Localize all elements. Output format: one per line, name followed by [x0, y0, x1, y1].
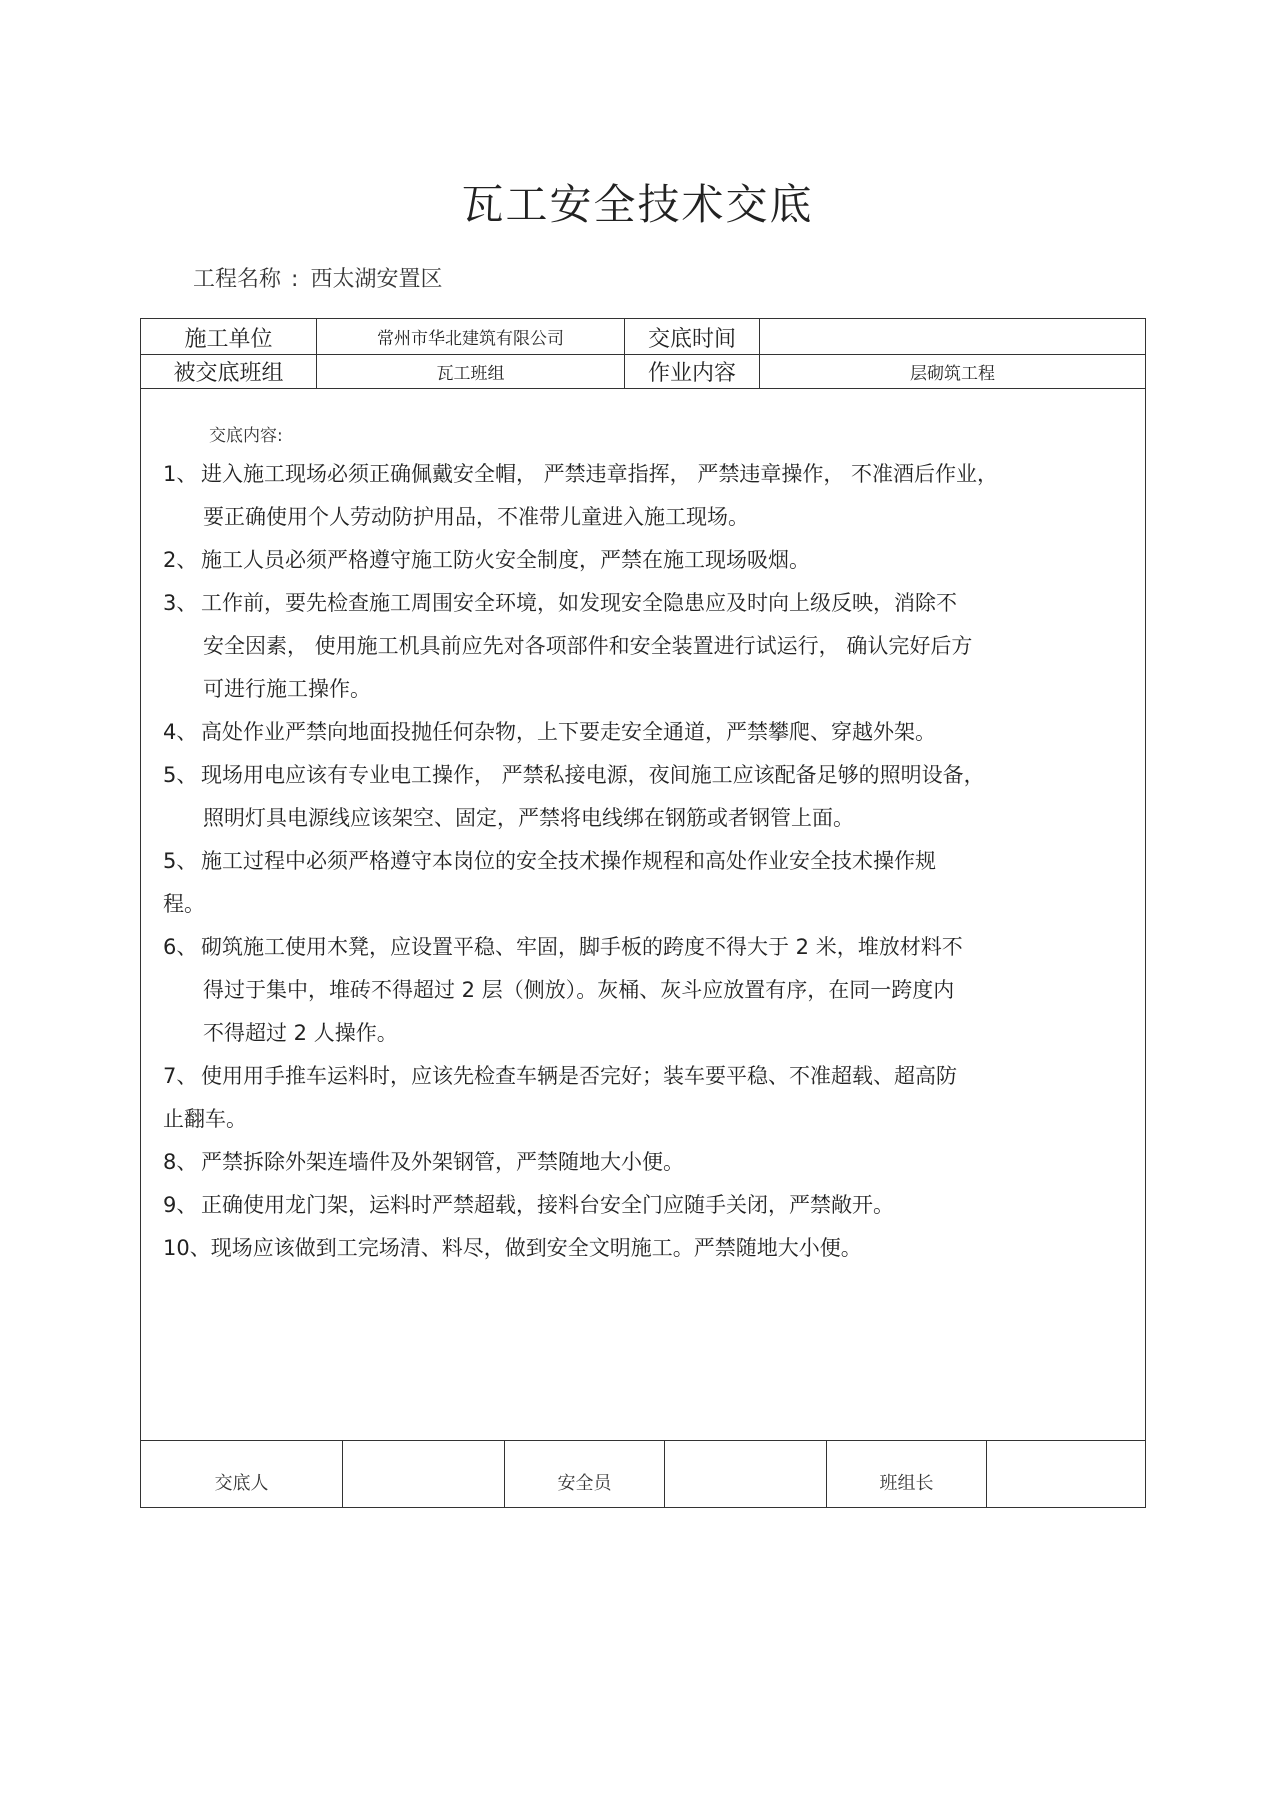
list-item — [163, 453, 1123, 539]
list-item — [163, 1141, 1123, 1184]
safety-officer-label: 安全员 — [505, 1441, 665, 1507]
item-number: 7、 — [163, 1064, 198, 1088]
list-item — [163, 1055, 1123, 1141]
item-text: 进入施工现场必须正确佩戴安全帽， 严禁违章指挥， 严禁违章操作， 不准酒后作业， — [201, 462, 999, 486]
list-item — [163, 711, 1123, 754]
list-item — [163, 754, 1123, 840]
item-number: 8、 — [163, 1150, 198, 1174]
project-name-value: 西太湖安置区 — [310, 267, 443, 292]
team-leader-label: 班组长 — [827, 1441, 987, 1507]
item-text: 施工过程中必须严格遵守本岗位的安全技术操作规程和高处作业安全技术操作规 — [201, 849, 936, 873]
item-number: 3、 — [163, 591, 198, 615]
disclosure-form — [140, 318, 1146, 1508]
item-text: 砌筑施工使用木凳，应设置平稳、牢固，脚手板的跨度不得大于 2 米，堆放材料不 — [201, 935, 963, 959]
work-value: 层砌筑工程 — [910, 364, 995, 384]
safety-officer-signature-field — [665, 1441, 827, 1507]
item-number: 9、 — [163, 1193, 198, 1217]
item-text: 得过于集中，堆砖不得超过 2 层（侧放）。灰桶、灰斗应放置有序，在同一跨度内 — [203, 978, 955, 1002]
item-text: 使用用手推车运料时，应该先检查车辆是否完好；装车要平稳、不准超载、超高防 — [201, 1064, 957, 1088]
item-text: 高处作业严禁向地面投抛任何杂物，上下要走安全通道，严禁攀爬、穿越外架。 — [201, 720, 936, 744]
item-number: 2、 — [163, 548, 198, 572]
item-text: 严禁拆除外架连墙件及外架钢管，严禁随地大小便。 — [201, 1150, 684, 1174]
document-title: 瓦工安全技术交底 — [461, 180, 814, 229]
item-text: 止翻车。 — [163, 1107, 247, 1131]
content-heading: 交底内容: — [209, 426, 283, 446]
list-item — [163, 539, 1123, 582]
item-number: 5、 — [163, 849, 198, 873]
header-row-team — [141, 355, 1145, 389]
item-text: 要正确使用个人劳动防护用品，不准带儿童进入施工现场。 — [203, 505, 749, 529]
item-number: 1、 — [163, 462, 198, 486]
time-value — [760, 319, 1145, 354]
item-text: 现场应该做到工完场清、料尽，做到安全文明施工。严禁随地大小便。 — [210, 1236, 862, 1260]
item-text: 施工人员必须严格遵守施工防火安全制度，严禁在施工现场吸烟。 — [201, 548, 810, 572]
item-text: 不得超过 2 人操作。 — [203, 1021, 398, 1045]
item-text: 安全因素， 使用施工机具前应先对各项部件和安全装置进行试运行， 确认完好后方 — [203, 634, 973, 658]
project-name-separator: : — [291, 267, 299, 292]
list-item — [163, 1227, 1123, 1270]
item-number: 4、 — [163, 720, 198, 744]
item-text: 照明灯具电源线应该架空、固定，严禁将电线绑在钢筋或者钢管上面。 — [203, 806, 854, 830]
time-label: 交底时间 — [625, 319, 760, 354]
disclosure-content — [141, 389, 1145, 1441]
team-label: 被交底班组 — [141, 355, 317, 388]
team-leader-signature-field — [987, 1441, 1145, 1507]
item-text: 工作前，要先检查施工周围安全环境，如发现安全隐患应及时向上级反映，消除不 — [201, 591, 957, 615]
header-row-unit — [141, 319, 1145, 355]
unit-label: 施工单位 — [141, 319, 317, 354]
unit-value: 常州市华北建筑有限公司 — [317, 319, 625, 354]
list-item — [163, 582, 1123, 711]
item-text: 可进行施工操作。 — [203, 677, 371, 701]
project-name-label: 工程名称 — [193, 267, 282, 292]
work-label: 作业内容 — [625, 355, 760, 388]
team-value: 瓦工班组 — [317, 355, 625, 388]
item-number: 6、 — [163, 935, 198, 959]
item-text: 程。 — [163, 892, 205, 916]
discloser-signature-field — [343, 1441, 505, 1507]
content-items — [163, 453, 1123, 1270]
project-name-line — [193, 262, 442, 293]
item-text: 正确使用龙门架，运料时严禁超载，接料台安全门应随手关闭，严禁敞开。 — [201, 1193, 894, 1217]
list-item — [163, 926, 1123, 1055]
item-text: 现场用电应该有专业电工操作， 严禁私接电源，夜间施工应该配备足够的照明设备， — [201, 763, 985, 787]
item-number: 5、 — [163, 763, 198, 787]
item-number: 10、 — [163, 1236, 211, 1260]
signature-row — [141, 1441, 1145, 1507]
list-item — [163, 1184, 1123, 1227]
list-item — [163, 840, 1123, 926]
discloser-label: 交底人 — [141, 1441, 343, 1507]
